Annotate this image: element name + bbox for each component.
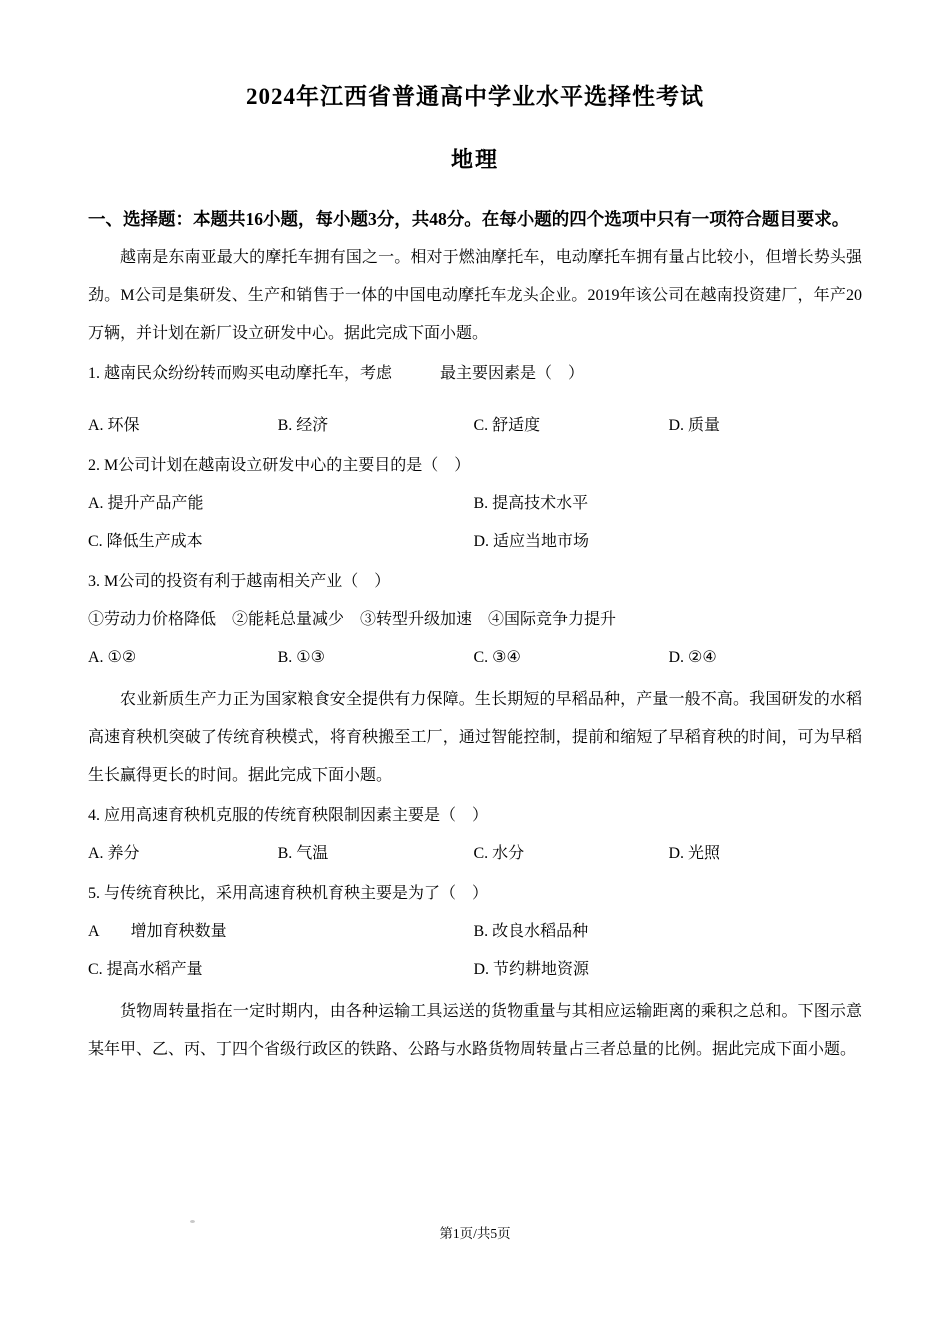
- question-5-option-c: C. 提高水稻产量: [88, 961, 203, 978]
- question-3-option-a: A. ①②: [88, 649, 137, 666]
- question-4-option-b: B. 气温: [277, 845, 329, 862]
- question-2-stem: 2. M公司计划在越南设立研发中心的主要目的是（ ）: [88, 457, 471, 474]
- question-3-option-b: B. ①③: [277, 649, 325, 666]
- passage-3: 货物周转量指在一定时期内，由各种运输工具运送的货物重量与其相应运输距离的乘积之总和。下图示意某年甲、乙、丙、丁四个省级行政区的铁路、公路与水路货物周转量占三者总量的比例。据此完成下面小题。: [88, 1003, 862, 1058]
- question-5-option-d: D. 节约耕地资源: [473, 961, 589, 978]
- question-3-option-c: C. ③④: [473, 649, 521, 666]
- question-3-items: ①劳动力价格降低 ②能耗总量减少 ③转型升级加速 ④国际竞争力提升: [88, 611, 617, 628]
- passage-1: 越南是东南亚最大的摩托车拥有国之一。相对于燃油摩托车，电动摩托车拥有量占比较小，但增长势头强劲。M公司是集研发、生产和销售于一体的中国电动摩托车龙头企业。2019年该公司在越南投资建厂，年产20万辆，并计划在新厂设立研发中心。据此完成下面小题。: [88, 249, 862, 342]
- exam-title: 2024年江西省普通高中学业水平选择性考试: [246, 84, 704, 109]
- question-2-option-d: D. 适应当地市场: [473, 533, 589, 550]
- question-1-option-a: A. 环保: [88, 417, 140, 434]
- question-5-options: [88, 913, 862, 989]
- question-4-option-d: D. 光照: [668, 845, 721, 862]
- page-footer: 第1页/共5页: [439, 1226, 511, 1241]
- question-5-option-b: B. 改良水稻品种: [473, 923, 589, 940]
- question-4-option-a: A. 养分: [88, 845, 140, 862]
- question-2-option-a: A. 提升产品产能: [88, 495, 204, 512]
- question-1-option-b: B. 经济: [277, 417, 329, 434]
- question-4-option-c: C. 水分: [473, 845, 525, 862]
- question-1-options: [88, 407, 862, 445]
- question-1-option-c: C. 舒适度: [473, 417, 541, 434]
- question-4-stem: 4. 应用高速育秧机克服的传统育秧限制因素主要是（ ）: [88, 807, 489, 824]
- question-2-options: [88, 485, 862, 561]
- question-5-option-a: A 增加育秧数量: [88, 923, 227, 940]
- question-1-option-d: D. 质量: [668, 417, 721, 434]
- question-1-stem: 1. 越南民众纷纷转而购买电动摩托车，考虑 最主要因素是（ ）: [88, 365, 585, 382]
- question-4-options: [88, 835, 862, 873]
- question-3-options: [88, 639, 862, 677]
- section-header: 一、选择题：本题共16小题，每小题3分，共48分。在每小题的四个选项中只有一项符合题目要求。: [88, 209, 850, 229]
- question-5-stem: 5. 与传统育秧比，采用高速育秧机育秧主要是为了（ ）: [88, 885, 489, 902]
- exam-subject: 地理: [450, 147, 499, 172]
- passage-2: 农业新质生产力正为国家粮食安全提供有力保障。生长期短的早稻品种，产量一般不高。我国研发的水稻高速育秧机突破了传统育秧模式，将育秧搬至工厂，通过智能控制，提前和缩短了早稻育秧的时间，可为早稻生长赢得更长的时间。据此完成下面小题。: [88, 691, 862, 784]
- question-2-option-c: C. 降低生产成本: [88, 533, 203, 550]
- question-2-option-b: B. 提高技术水平: [473, 495, 589, 512]
- question-3-option-d: D. ②④: [668, 649, 717, 666]
- question-3-stem: 3. M公司的投资有利于越南相关产业（ ）: [88, 573, 391, 590]
